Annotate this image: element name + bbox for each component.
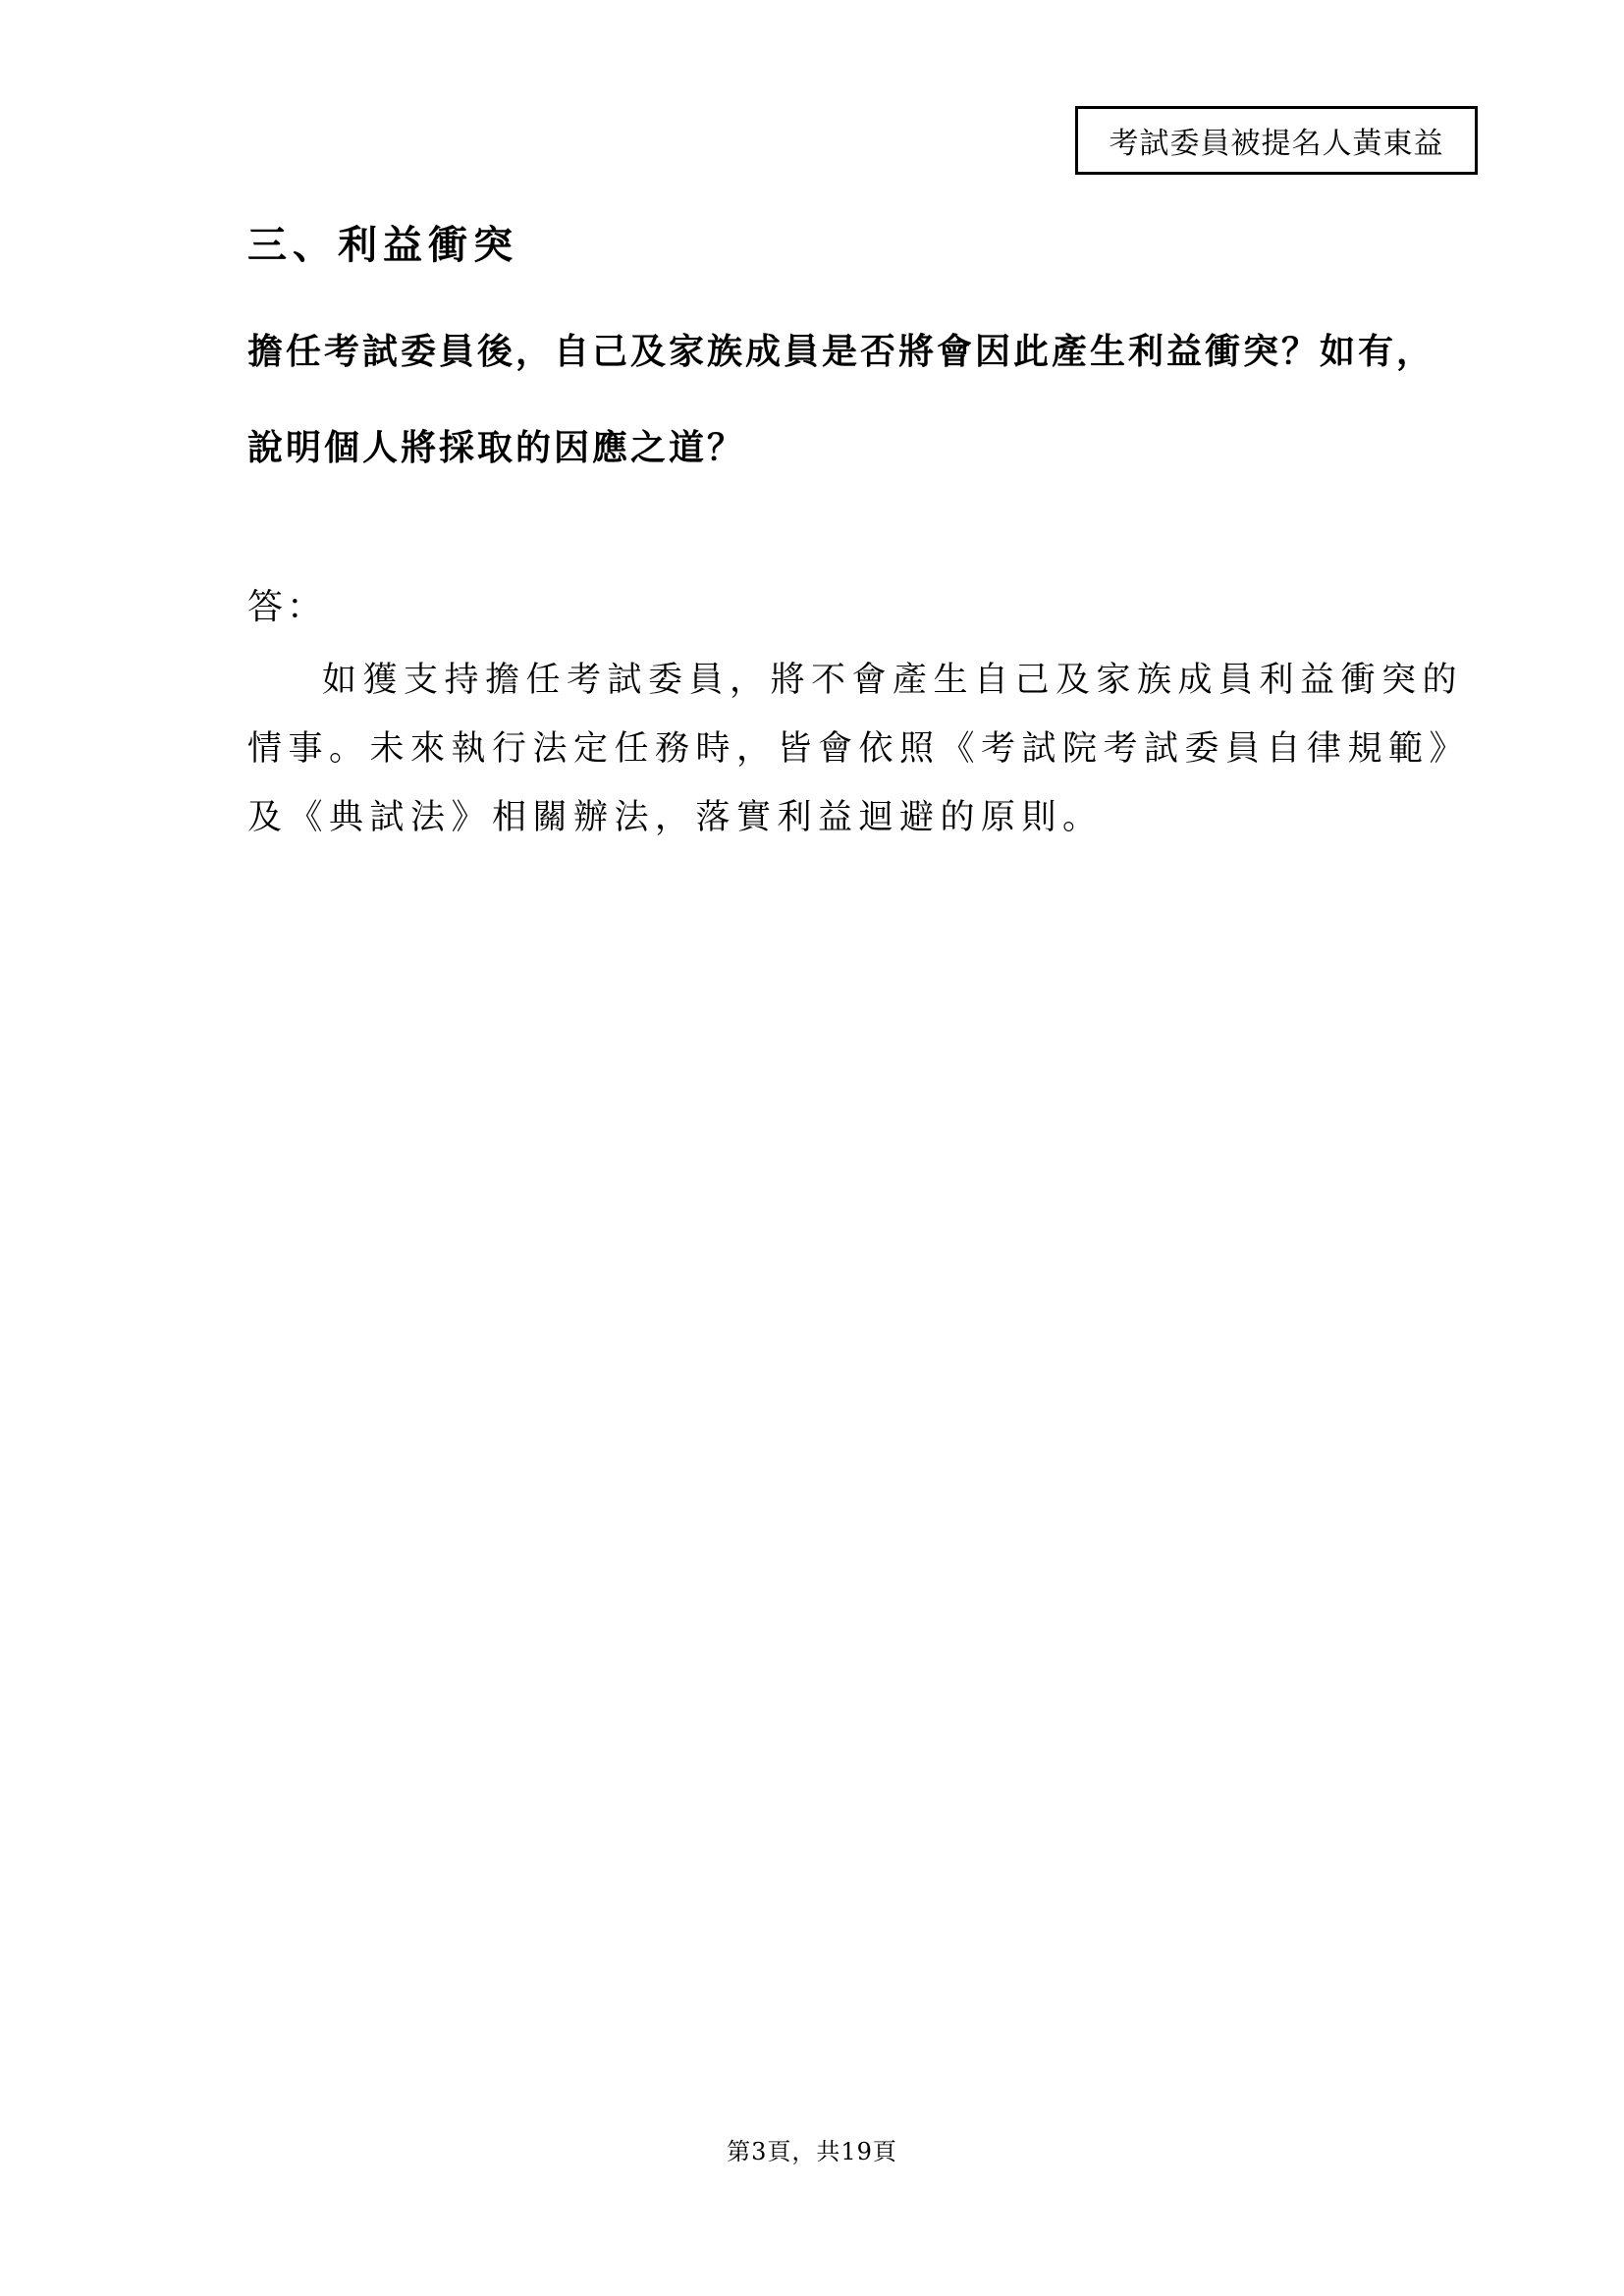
question-line-1: 擔任考試委員後，自己及家族成員是否將會因此產生利益衝突？如有， bbox=[247, 331, 1435, 372]
page-number-footer: 第3頁，共19頁 bbox=[727, 2138, 897, 2165]
answer-label: 答： bbox=[247, 587, 327, 627]
question-line-2: 說明個人將採取的因應之道？ bbox=[247, 427, 746, 468]
answer-line-1: 如獲支持擔任考試委員，將不會產生自己及家族成員利益衝突的 bbox=[322, 661, 1464, 700]
section-title: 三、利益衝突 bbox=[247, 222, 518, 268]
nominee-header-label: 考試委員被提名人黃東益 bbox=[1109, 127, 1444, 161]
answer-line-3: 及《典試法》相關辦法，落實利益迴避的原則。 bbox=[247, 798, 1104, 837]
answer-line-2: 情事。未來執行法定任務時，皆會依照《考試院考試委員自律規範》 bbox=[247, 729, 1471, 769]
nominee-header-box bbox=[1075, 106, 1478, 175]
